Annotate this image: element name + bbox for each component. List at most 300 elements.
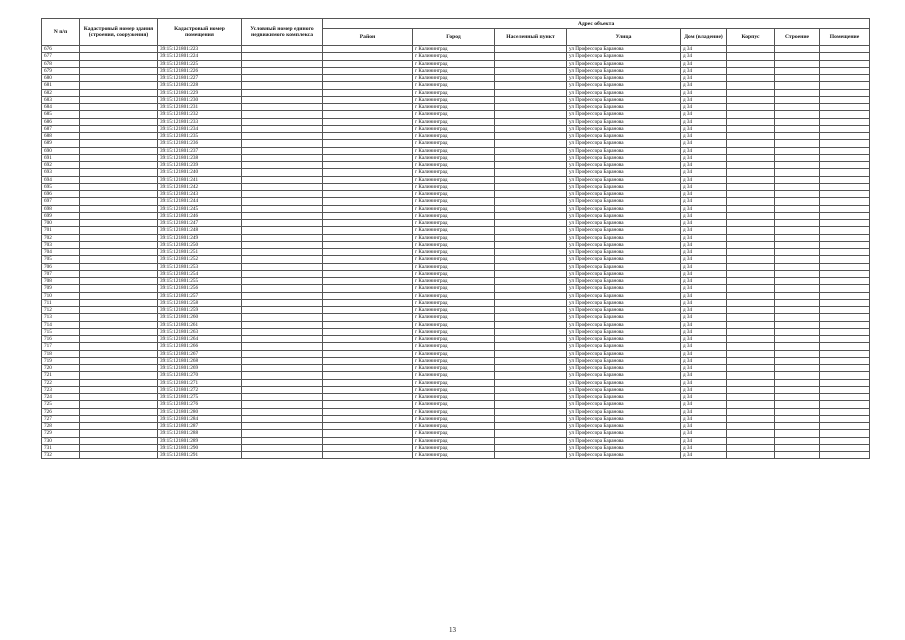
cell-house: д 34: [681, 285, 727, 292]
cell-house: д 34: [681, 365, 727, 372]
cell-settlement: [495, 328, 567, 335]
cell-city: г Калининград: [413, 386, 495, 393]
cell-street: ул Профессора Баранова: [567, 183, 681, 190]
cell-city: г Калининград: [413, 321, 495, 328]
cell-corpus: [727, 212, 775, 219]
cell-corpus: [727, 328, 775, 335]
table-row: [42, 176, 870, 183]
cell-house: д 34: [681, 336, 727, 343]
table-row: [42, 118, 870, 125]
cell-house: д 34: [681, 176, 727, 183]
cell-street: ул Профессора Баранова: [567, 169, 681, 176]
cell-corpus: [727, 278, 775, 285]
cell-structure: [775, 82, 820, 89]
cell-settlement: [495, 125, 567, 132]
cell-street: ул Профессора Баранова: [567, 444, 681, 451]
cell-settlement: [495, 104, 567, 111]
cell-settlement: [495, 452, 567, 459]
cell-structure: [775, 241, 820, 248]
cell-house: д 34: [681, 321, 727, 328]
cell-house: д 34: [681, 96, 727, 103]
cell-structure: [775, 256, 820, 263]
cell-settlement: [495, 46, 567, 53]
cell-building: [80, 147, 158, 154]
cell-settlement: [495, 379, 567, 386]
cell-building: [80, 263, 158, 270]
header-settlement: Населенный пункт: [495, 29, 567, 46]
cell-premise: 39:15:121801:269: [158, 365, 242, 372]
cell-district: [323, 162, 413, 169]
table-row: [42, 386, 870, 393]
cell-room: [820, 256, 870, 263]
cell-building: [80, 278, 158, 285]
cell-structure: [775, 220, 820, 227]
cell-corpus: [727, 357, 775, 364]
cell-premise: 39:15:121801:275: [158, 394, 242, 401]
cell-premise: 39:15:121801:230: [158, 96, 242, 103]
cell-district: [323, 343, 413, 350]
cell-complex: [242, 270, 323, 277]
cell-complex: [242, 89, 323, 96]
cell-num: 676: [42, 46, 80, 53]
cell-settlement: [495, 205, 567, 212]
cell-room: [820, 89, 870, 96]
table-row: [42, 423, 870, 430]
cell-district: [323, 328, 413, 335]
cell-premise: 39:15:121801:263: [158, 328, 242, 335]
cell-premise: 39:15:121801:287: [158, 423, 242, 430]
cell-corpus: [727, 372, 775, 379]
cell-building: [80, 350, 158, 357]
cell-num: 700: [42, 220, 80, 227]
cell-district: [323, 67, 413, 74]
cell-num: 689: [42, 140, 80, 147]
cell-structure: [775, 118, 820, 125]
cell-building: [80, 176, 158, 183]
cell-corpus: [727, 183, 775, 190]
cell-premise: 39:15:121801:249: [158, 234, 242, 241]
cell-complex: [242, 365, 323, 372]
cell-street: ул Профессора Баранова: [567, 133, 681, 140]
cell-settlement: [495, 444, 567, 451]
cell-complex: [242, 60, 323, 67]
cell-structure: [775, 162, 820, 169]
table-row: [42, 198, 870, 205]
cell-district: [323, 379, 413, 386]
cell-corpus: [727, 292, 775, 299]
cell-district: [323, 212, 413, 219]
table-row: [42, 133, 870, 140]
cell-num: 709: [42, 285, 80, 292]
cell-premise: 39:15:121801:261: [158, 321, 242, 328]
cell-complex: [242, 372, 323, 379]
header-city: Город: [413, 29, 495, 46]
cell-house: д 34: [681, 343, 727, 350]
table-row: [42, 125, 870, 132]
cell-room: [820, 299, 870, 306]
cell-num: 705: [42, 256, 80, 263]
cell-city: г Калининград: [413, 162, 495, 169]
cell-street: ул Профессора Баранова: [567, 270, 681, 277]
cell-corpus: [727, 198, 775, 205]
cell-num: 702: [42, 234, 80, 241]
cell-premise: 39:15:121801:224: [158, 53, 242, 60]
cell-building: [80, 408, 158, 415]
cell-complex: [242, 285, 323, 292]
cell-premise: 39:15:121801:236: [158, 140, 242, 147]
cell-room: [820, 82, 870, 89]
cell-num: 699: [42, 212, 80, 219]
cell-room: [820, 314, 870, 321]
cell-street: ул Профессора Баранова: [567, 307, 681, 314]
cell-premise: 39:15:121801:291: [158, 452, 242, 459]
cell-corpus: [727, 365, 775, 372]
cell-corpus: [727, 299, 775, 306]
cell-structure: [775, 212, 820, 219]
cell-settlement: [495, 89, 567, 96]
cell-house: д 34: [681, 263, 727, 270]
cell-city: г Калининград: [413, 176, 495, 183]
cell-corpus: [727, 256, 775, 263]
cell-street: ул Профессора Баранова: [567, 285, 681, 292]
cell-building: [80, 89, 158, 96]
table-row: [42, 46, 870, 53]
cell-building: [80, 125, 158, 132]
table-row: [42, 89, 870, 96]
cell-complex: [242, 198, 323, 205]
cell-house: д 34: [681, 386, 727, 393]
cell-city: г Калининград: [413, 408, 495, 415]
cell-district: [323, 140, 413, 147]
cell-room: [820, 198, 870, 205]
cell-premise: 39:15:121801:238: [158, 154, 242, 161]
cell-room: [820, 212, 870, 219]
header-house: Дом (владение): [681, 29, 727, 46]
cell-house: д 34: [681, 372, 727, 379]
table-row: [42, 444, 870, 451]
cell-building: [80, 212, 158, 219]
cell-num: 727: [42, 415, 80, 422]
cell-corpus: [727, 386, 775, 393]
cell-building: [80, 365, 158, 372]
cell-building: [80, 307, 158, 314]
cell-structure: [775, 169, 820, 176]
cell-corpus: [727, 191, 775, 198]
cell-structure: [775, 278, 820, 285]
cell-complex: [242, 140, 323, 147]
cell-house: д 34: [681, 314, 727, 321]
cell-corpus: [727, 241, 775, 248]
cell-district: [323, 234, 413, 241]
cell-street: ул Профессора Баранова: [567, 343, 681, 350]
cell-room: [820, 270, 870, 277]
cell-complex: [242, 53, 323, 60]
cell-house: д 34: [681, 162, 727, 169]
cell-settlement: [495, 437, 567, 444]
cell-structure: [775, 227, 820, 234]
cell-complex: [242, 430, 323, 437]
cell-house: д 34: [681, 118, 727, 125]
cell-room: [820, 357, 870, 364]
cell-num: 693: [42, 169, 80, 176]
cell-corpus: [727, 89, 775, 96]
table-row: [42, 104, 870, 111]
cell-district: [323, 321, 413, 328]
cell-settlement: [495, 386, 567, 393]
cell-city: г Калининград: [413, 234, 495, 241]
cell-premise: 39:15:121801:289: [158, 437, 242, 444]
cell-district: [323, 401, 413, 408]
cell-city: г Калининград: [413, 270, 495, 277]
page-number: 13: [449, 626, 456, 634]
cell-structure: [775, 198, 820, 205]
cell-street: ул Профессора Баранова: [567, 82, 681, 89]
cell-settlement: [495, 111, 567, 118]
cell-num: 715: [42, 328, 80, 335]
cell-settlement: [495, 292, 567, 299]
table-row: [42, 67, 870, 74]
cell-house: д 34: [681, 379, 727, 386]
cell-city: г Калининград: [413, 437, 495, 444]
cell-district: [323, 183, 413, 190]
table-row: [42, 82, 870, 89]
cell-city: г Калининград: [413, 205, 495, 212]
table-row: [42, 212, 870, 219]
cell-settlement: [495, 220, 567, 227]
cell-num: 713: [42, 314, 80, 321]
cell-district: [323, 299, 413, 306]
cell-structure: [775, 357, 820, 364]
cell-premise: 39:15:121801:258: [158, 299, 242, 306]
cell-structure: [775, 140, 820, 147]
cell-house: д 34: [681, 278, 727, 285]
cell-num: 706: [42, 263, 80, 270]
cell-complex: [242, 147, 323, 154]
cell-city: г Калининград: [413, 285, 495, 292]
cell-premise: 39:15:121801:251: [158, 249, 242, 256]
cell-num: 685: [42, 111, 80, 118]
cell-district: [323, 241, 413, 248]
cell-corpus: [727, 444, 775, 451]
cell-structure: [775, 401, 820, 408]
cell-building: [80, 452, 158, 459]
table-row: [42, 343, 870, 350]
cell-num: 724: [42, 394, 80, 401]
cell-district: [323, 169, 413, 176]
cell-room: [820, 133, 870, 140]
cell-room: [820, 140, 870, 147]
cell-house: д 34: [681, 437, 727, 444]
cell-house: д 34: [681, 270, 727, 277]
cell-city: г Калининград: [413, 256, 495, 263]
table-row: [42, 60, 870, 67]
cell-settlement: [495, 60, 567, 67]
cell-city: г Калининград: [413, 212, 495, 219]
cell-settlement: [495, 343, 567, 350]
cell-structure: [775, 191, 820, 198]
cell-room: [820, 452, 870, 459]
cell-corpus: [727, 169, 775, 176]
cell-district: [323, 191, 413, 198]
cell-complex: [242, 227, 323, 234]
cell-corpus: [727, 82, 775, 89]
cell-corpus: [727, 408, 775, 415]
cell-num: 730: [42, 437, 80, 444]
table-row: [42, 307, 870, 314]
cell-street: ул Профессора Баранова: [567, 328, 681, 335]
cell-structure: [775, 46, 820, 53]
cell-building: [80, 198, 158, 205]
cell-building: [80, 46, 158, 53]
cell-house: д 34: [681, 234, 727, 241]
cell-num: 722: [42, 379, 80, 386]
cell-city: г Калининград: [413, 372, 495, 379]
cell-building: [80, 336, 158, 343]
cell-corpus: [727, 430, 775, 437]
cell-room: [820, 343, 870, 350]
cell-district: [323, 118, 413, 125]
cell-num: 682: [42, 89, 80, 96]
cell-room: [820, 423, 870, 430]
cell-street: ул Профессора Баранова: [567, 53, 681, 60]
cell-premise: 39:15:121801:228: [158, 82, 242, 89]
cell-building: [80, 96, 158, 103]
cell-house: д 34: [681, 452, 727, 459]
cell-city: г Калининград: [413, 343, 495, 350]
cell-num: 707: [42, 270, 80, 277]
cell-structure: [775, 176, 820, 183]
cell-corpus: [727, 60, 775, 67]
cell-street: ул Профессора Баранова: [567, 111, 681, 118]
cell-complex: [242, 176, 323, 183]
cell-settlement: [495, 234, 567, 241]
table-row: [42, 256, 870, 263]
cell-premise: 39:15:121801:237: [158, 147, 242, 154]
header-district: Район: [323, 29, 413, 46]
cell-premise: 39:15:121801:247: [158, 220, 242, 227]
cell-city: г Калининград: [413, 82, 495, 89]
table-row: [42, 278, 870, 285]
cell-structure: [775, 96, 820, 103]
cell-house: д 34: [681, 198, 727, 205]
cell-premise: 39:15:121801:232: [158, 111, 242, 118]
cell-corpus: [727, 452, 775, 459]
cell-street: ул Профессора Баранова: [567, 154, 681, 161]
cell-structure: [775, 285, 820, 292]
cell-room: [820, 46, 870, 53]
cell-street: ул Профессора Баранова: [567, 292, 681, 299]
cell-house: д 34: [681, 169, 727, 176]
cell-street: ул Профессора Баранова: [567, 46, 681, 53]
cell-city: г Калининград: [413, 263, 495, 270]
cell-num: 695: [42, 183, 80, 190]
cell-settlement: [495, 183, 567, 190]
cell-street: ул Профессора Баранова: [567, 162, 681, 169]
cell-complex: [242, 386, 323, 393]
cell-structure: [775, 394, 820, 401]
cell-house: д 34: [681, 394, 727, 401]
cell-structure: [775, 263, 820, 270]
table-body: [42, 46, 870, 459]
cell-building: [80, 401, 158, 408]
cell-city: г Калининград: [413, 314, 495, 321]
cell-premise: 39:15:121801:239: [158, 162, 242, 169]
cell-complex: [242, 263, 323, 270]
cell-building: [80, 372, 158, 379]
cell-building: [80, 249, 158, 256]
cell-district: [323, 53, 413, 60]
cell-settlement: [495, 365, 567, 372]
cell-complex: [242, 415, 323, 422]
cell-building: [80, 343, 158, 350]
cell-premise: 39:15:121801:280: [158, 408, 242, 415]
cell-complex: [242, 321, 323, 328]
cell-premise: 39:15:121801:227: [158, 75, 242, 82]
cell-complex: [242, 75, 323, 82]
table-row: [42, 379, 870, 386]
cell-corpus: [727, 147, 775, 154]
cell-district: [323, 125, 413, 132]
cell-room: [820, 444, 870, 451]
cell-settlement: [495, 350, 567, 357]
document-sheet: [41, 18, 869, 459]
cell-premise: 39:15:121801:248: [158, 227, 242, 234]
cell-complex: [242, 350, 323, 357]
cell-complex: [242, 328, 323, 335]
cell-street: ул Профессора Баранова: [567, 357, 681, 364]
cell-complex: [242, 314, 323, 321]
cell-premise: 39:15:121801:233: [158, 118, 242, 125]
cell-building: [80, 205, 158, 212]
cell-room: [820, 111, 870, 118]
cell-city: г Калининград: [413, 452, 495, 459]
cell-num: 717: [42, 343, 80, 350]
cell-city: г Калининград: [413, 415, 495, 422]
cell-structure: [775, 321, 820, 328]
cell-num: 677: [42, 53, 80, 60]
cell-district: [323, 256, 413, 263]
cell-house: д 34: [681, 60, 727, 67]
cell-district: [323, 220, 413, 227]
cell-district: [323, 176, 413, 183]
cell-house: д 34: [681, 67, 727, 74]
cell-room: [820, 249, 870, 256]
cell-city: г Калининград: [413, 444, 495, 451]
cell-building: [80, 67, 158, 74]
cell-house: д 34: [681, 82, 727, 89]
cell-district: [323, 386, 413, 393]
cell-room: [820, 75, 870, 82]
cell-house: д 34: [681, 46, 727, 53]
cell-complex: [242, 423, 323, 430]
cell-settlement: [495, 82, 567, 89]
cell-premise: 39:15:121801:257: [158, 292, 242, 299]
cell-building: [80, 191, 158, 198]
cell-room: [820, 169, 870, 176]
header-complex-number: Условный номер единого недвижимого комплекса: [242, 19, 323, 46]
cell-city: г Калининград: [413, 75, 495, 82]
cell-district: [323, 292, 413, 299]
cell-structure: [775, 154, 820, 161]
cell-room: [820, 394, 870, 401]
cell-city: г Калининград: [413, 96, 495, 103]
cell-corpus: [727, 46, 775, 53]
cell-settlement: [495, 53, 567, 60]
cell-num: 729: [42, 430, 80, 437]
cell-street: ул Профессора Баранова: [567, 220, 681, 227]
cell-structure: [775, 183, 820, 190]
cell-street: ул Профессора Баранова: [567, 430, 681, 437]
